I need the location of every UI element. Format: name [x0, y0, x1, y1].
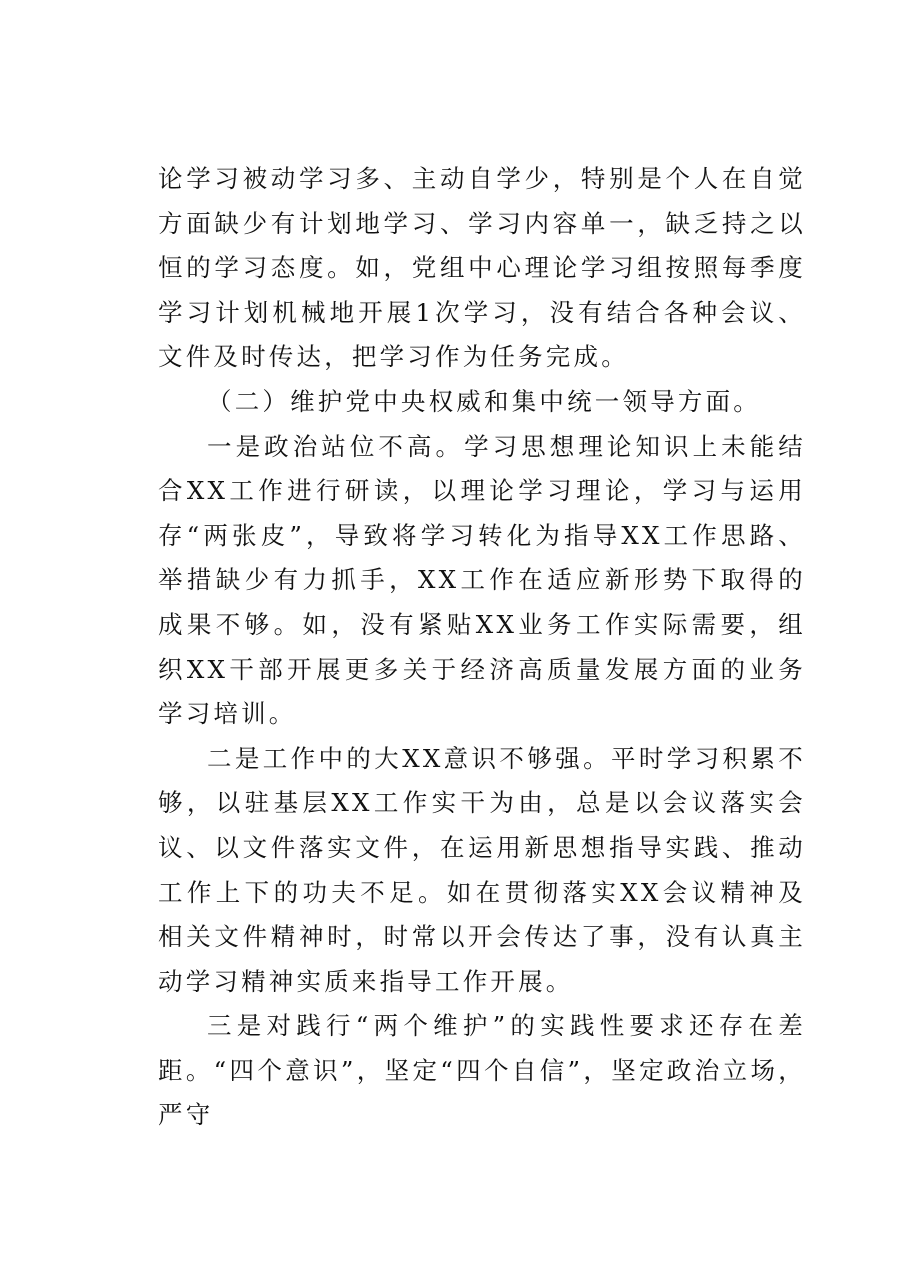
paragraph-continuation: 论学习被动学习多、主动自学少，特别是个人在自觉方面缺少有计划地学习、学习内容单一，缺乏持之以恒的学习态度。如，党组中心理论学习组按照每季度学习计划机械地开展1次学习，没有结合各种会议、文件及时传达，把学习作为任务完成。 — [158, 164, 806, 372]
paragraph-point-three: 三是对践行“两个维护”的实践性要求还存在差距。“四个意识”，坚定“四个自信”，坚定政治立场，严守 — [158, 1011, 806, 1130]
document-body — [158, 157, 806, 1138]
paragraph-point-two: 二是工作中的大XX意识不够强。平时学习积累不够，以驻基层XX工作实干为由，总是以会议落实会议、以文件落实文件，在运用新思想指导实践、推动工作上下的功夫不足。如在贯彻落实XX会议精神及相关文件精神时，时常以开会传达了事，没有认真主动学习精神实质来指导工作开展。 — [158, 743, 806, 996]
paragraph-point-one: 一是政治站位不高。学习思想理论知识上未能结合XX工作进行研读，以理论学习理论，学习与运用存“两张皮”，导致将学习转化为指导XX工作思路、举措缺少有力抓手，XX工作在适应新形势下取得的成果不够。如，没有紧贴XX业务工作实际需要，组织XX干部开展更多关于经济高质量发展方面的业务学习培训。 — [158, 431, 806, 729]
section-heading: （二）维护党中央权威和集中统一领导方面。 — [207, 386, 761, 416]
